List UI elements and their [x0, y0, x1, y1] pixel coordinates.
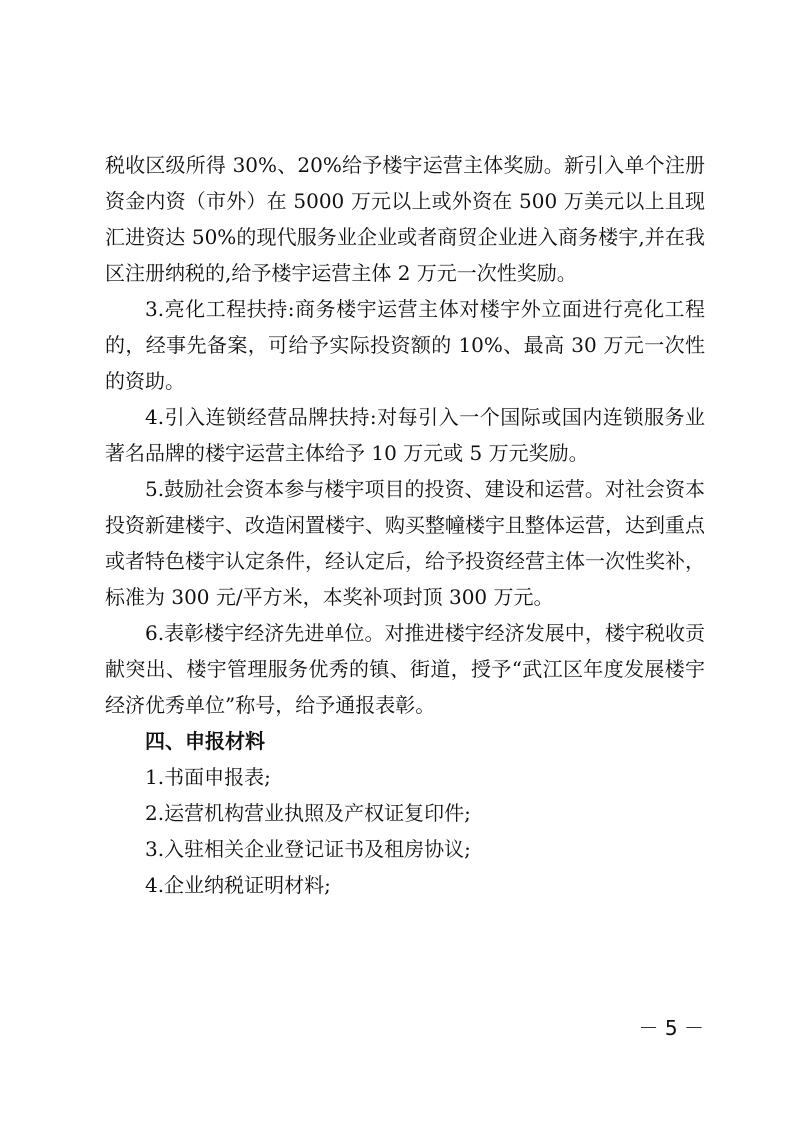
document-body — [105, 147, 705, 903]
list-item: 4.企业纳税证明材料; — [145, 873, 331, 897]
page-number: － 5 － — [638, 1016, 704, 1040]
paragraph-lighting-support: 3.亮化工程扶持:商务楼宇运营主体对楼宇外立面进行亮化工程的，经事先备案，可给予实际投资额的 10%、最高 30 万元一次性的资助。 — [105, 297, 705, 393]
paragraph-commendation: 6.表彰楼宇经济先进单位。对推进楼宇经济发展中，楼宇税收贡献突出、楼宇管理服务优秀的镇、街道，授予“武江区年度发展楼宇经济优秀单位”称号，给予通报表彰。 — [105, 621, 705, 717]
paragraph-chain-brand-support: 4.引入连锁经营品牌扶持:对每引入一个国际或国内连锁服务业著名品牌的楼宇运营主体给予 10 万元或 5 万元奖励。 — [105, 405, 705, 465]
paragraph-tax-reward: 税收区级所得 30%、20%给予楼宇运营主体奖励。新引入单个注册资金内资（市外）在 5000 万元以上或外资在 500 万美元以上且现汇进资达 50%的现代服务业企业或者商贸企业进入商务楼宇,并在我区注册纳税的,给予楼宇运营主体 2 万元一次性奖励。 — [105, 153, 705, 285]
list-item: 3.入驻相关企业登记证书及租房协议; — [145, 837, 471, 861]
list-item: 1.书面申报表; — [145, 765, 271, 789]
list-item: 2.运营机构营业执照及产权证复印件; — [145, 801, 471, 825]
paragraph-social-capital: 5.鼓励社会资本参与楼宇项目的投资、建设和运营。对社会资本投资新建楼宇、改造闲置楼宇、购买整幢楼宇且整体运营，达到重点或者特色楼宇认定条件，经认定后，给予投资经营主体一次性奖补，标准为 300 元/平方米，本奖补项封顶 300 万元。 — [105, 477, 705, 609]
section-heading-materials: 四、申报材料 — [145, 729, 265, 753]
